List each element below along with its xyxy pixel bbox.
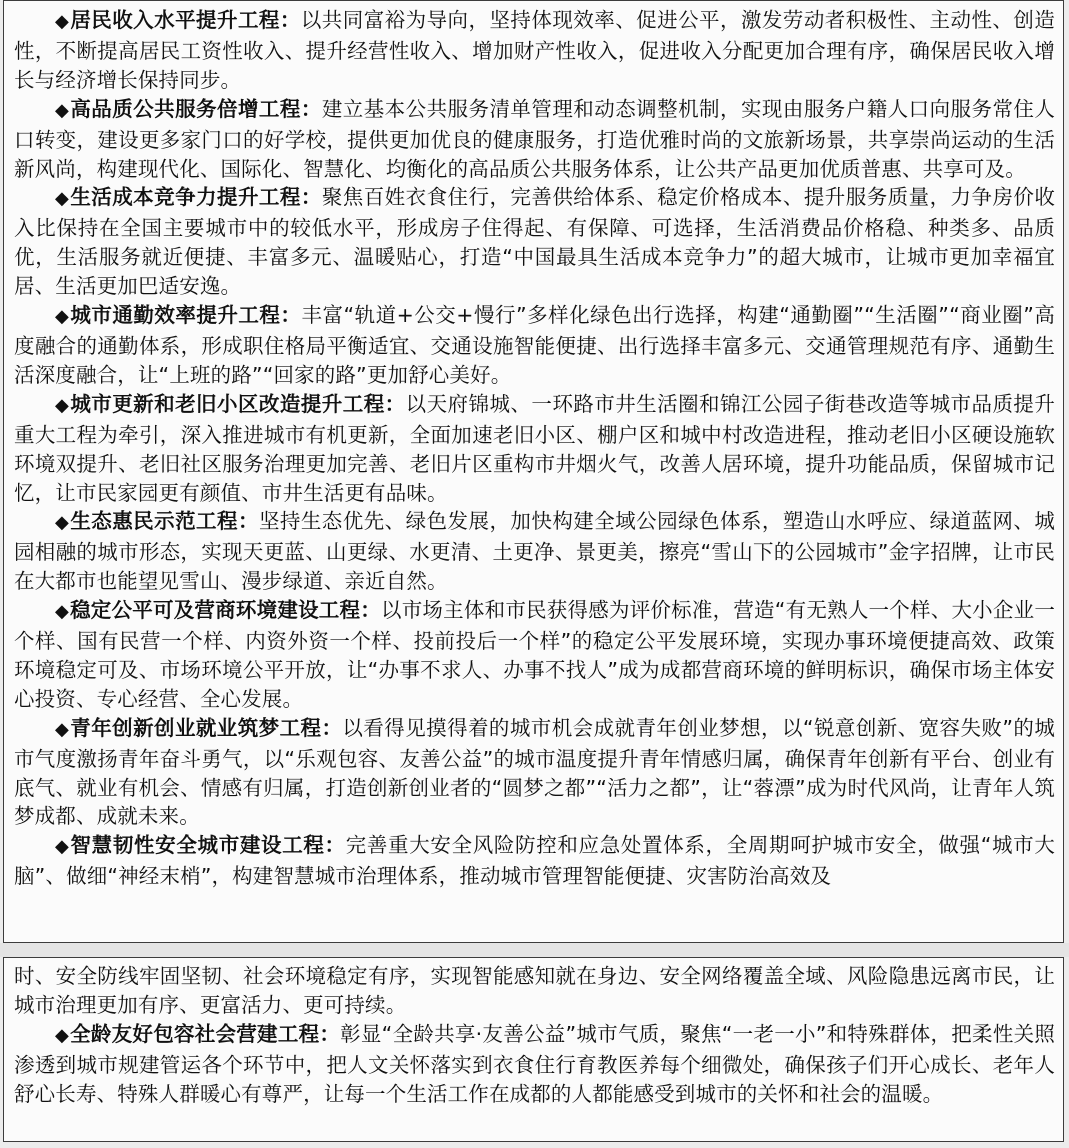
paragraph-title: 生态惠民示范工程： [70,509,259,534]
paragraph-text: 聚焦百姓衣食住行，完善供给体系、稳定价格成本、提升服务质量，力争房价收入比保持在全国主要城市中的较低水平，形成房子住得起、有保障、可选择，生活消费品价格稳、种类多、品质优，生活服务就近便捷、丰富多元、温暖贴心，打造“中国最具生活成本竞争力”的超大城市，让城市更加幸福宜居、生活更加巴适安逸。 [14,185,1056,299]
paragraph-text: 以共同富裕为导向，坚持体现效率、促进公平，激发劳动者积极性、主动性、创造性，不断提高居民工资性收入、提升经营性收入、增加财产性收入，促进收入分配更加合理有序，确保居民收入增长与经济增长保持同步。 [14,8,1055,92]
diamond-bullet-icon: ◆ [55,1024,70,1046]
paragraph-income [14,6,1055,95]
diamond-bullet-icon: ◆ [55,718,70,740]
diamond-bullet-icon: ◆ [55,601,70,623]
paragraph-all-age-friendly [14,1020,1055,1109]
paragraph-text: 以市场主体和市民获得感为评价标准，营造“有无熟人一个样、大小企业一个样、国有民营一个样、内资外资一个样、投前投后一个样”的稳定公平发展环境，实现办事环境便捷高效、政策环境稳定可及、市场环境公平开放，让“办事不求人、办事不找人”成为成都营商环境的鲜明标识，确保市场主体安心投资、专心经营、全心发展。 [14,598,1056,711]
paragraph-business-environment [14,596,1055,714]
diamond-bullet-icon: ◆ [55,188,70,210]
paragraph-title: 城市通勤效率提升工程： [70,303,302,328]
diamond-bullet-icon: ◆ [55,99,70,121]
diamond-bullet-icon: ◆ [55,306,70,328]
diamond-bullet-icon: ◆ [55,394,70,416]
paragraph-title: 青年创新创业就业筑梦工程： [70,715,343,740]
paragraph-text: 坚持生态优先、绿色发展，加快构建全域公园绿色体系，塑造山水呼应、绿道蓝网、城园相融的城市形态，实现天更蓝、山更绿、水更清、土更净、景更美，擦亮“雪山下的公园城市”金字招牌，让市民在大都市也能望见雪山、漫步绿道、亲近自然。 [14,509,1056,594]
paragraph-title: 全龄友好包容社会营建工程： [70,1021,341,1046]
paragraph-title: 稳定公平可及营商环境建设工程： [70,598,381,623]
paragraph-living-cost [14,183,1055,301]
paragraph-text: 彰显“全龄共享·友善公益”城市气质，聚焦“一老一小”和特殊群体，把柔性关照渗透到城市规建管运各个环节中，把人文关怀落实到衣食住行育教医养每个细微处，确保孩子们开心成长、老年人舒心长寿、特殊人群暖心有尊严，让每一个生活工作在成都的人都能感受到城市的关怀和社会的温暖。 [14,1021,1056,1106]
paragraph-title: 高品质公共服务倍增工程： [70,96,322,121]
paragraph-text: 以天府锦城、一环路市井生活圈和锦江公园子街巷改造等城市品质提升重大工程为牵引，深入推进城市有机更新，全面加速老旧小区、棚户区和城中村改造进程，推动老旧小区硬设施软环境双提升、老旧社区服务治理更加完善、老旧片区重构市井烟火气，改善人居环境，提升功能品质，保留城市记忆，让市民家园更有颜值、市井生活更有品味。 [14,391,1056,505]
paragraph-title: 智慧韧性安全城市建设工程： [70,833,346,858]
paragraph-text: 完善重大安全风险防控和应急处置体系，全周期呵护城市安全，做强“城市大脑”、做细“神经末梢”，构建智慧城市治理体系，推动城市管理智能便捷、灾害防治高效及 [14,833,1056,889]
diamond-bullet-icon: ◆ [55,11,70,32]
paragraph-commute [14,301,1055,390]
diamond-bullet-icon: ◆ [55,512,70,534]
paragraph-text: 以看得见摸得着的城市机会成就青年创业梦想，以“锐意创新、宽容失败”的城市气度激扬青年奋斗勇气，以“乐观包容、友善公益”的城市温度提升青年情感归属，确保青年创新有平台、创业有底气、就业有机会、情感有归属，打造创新创业者的“圆梦之都”“活力之都”，让“蓉漂”成为时代风尚，让青年人筑梦成都、成就未来。 [14,715,1055,829]
paragraph-urban-renewal [14,390,1055,508]
paragraph-title: 城市更新和老旧小区改造提升工程： [70,391,406,416]
page-gap [0,943,1069,957]
text-box-bottom [3,957,1064,1142]
paragraph-smart-safe-city [14,831,1055,891]
paragraph-text: 丰富“轨道+公交+慢行”多样化绿色出行选择，构建“通勤圈”“生活圈”“商业圈”高度融合的通勤体系，形成职住格局平衡适宜、交通设施智能便捷、出行选择丰富多元、交通管理规范有序、通勤生活深度融合，让“上班的路”“回家的路”更加舒心美好。 [14,303,1055,387]
paragraph-youth-entrepreneurship [14,714,1055,832]
paragraph-ecology [14,507,1055,596]
paragraph-title: 居民收入水平提升工程： [70,8,301,32]
paragraph-smart-safe-city-continued: 时、安全防线牢固坚韧、社会环境稳定有序，实现智能感知就在身边、安全网络覆盖全域、风险隐患远离市民，让城市治理更加有序、更富活力、更可持续。 [14,964,1055,1017]
diamond-bullet-icon: ◆ [55,836,70,858]
paragraph-title: 生活成本竞争力提升工程： [70,185,322,210]
text-box-top [3,0,1064,943]
paragraph-public-service [14,95,1055,184]
paragraph-text: 建立基本公共服务清单管理和动态调整机制，实现由服务户籍人口向服务常住人口转变，建设更多家门口的好学校，提供更加优良的健康服务，打造优雅时尚的文旅新场景，共享崇尚运动的生活新风尚，构建现代化、国际化、智慧化、均衡化的高品质公共服务体系，让公共产品更加优质普惠、共享可及。 [14,96,1056,181]
